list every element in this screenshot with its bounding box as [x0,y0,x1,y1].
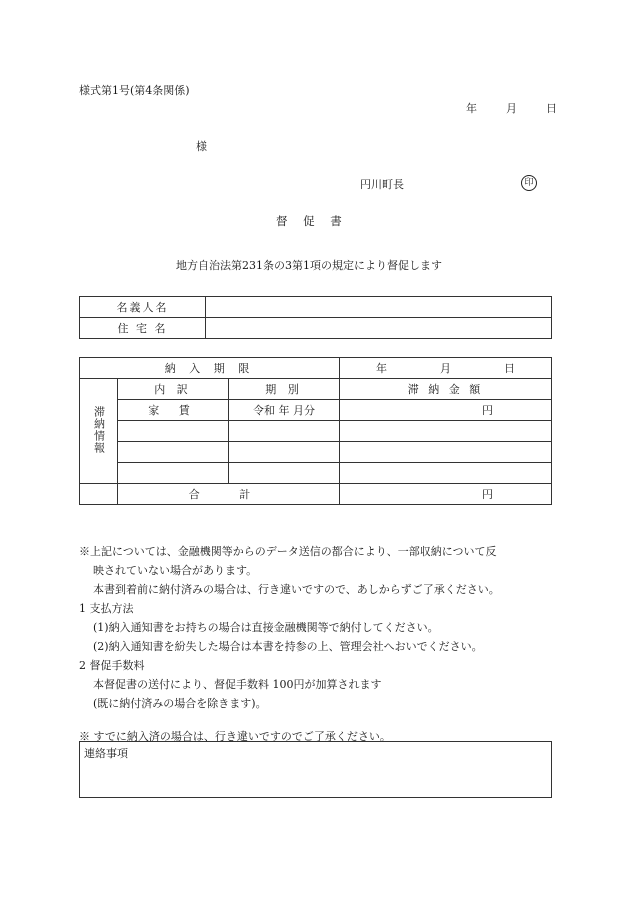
row-period-cell[interactable] [229,421,340,442]
row-amount-cell[interactable] [340,442,552,463]
date-day-label: 日 [546,102,557,115]
row-period-cell[interactable] [229,463,340,484]
issue-date [466,100,557,116]
holder-address-label: 住 宅 名 [80,318,206,339]
lead-sentence: 地方自治法第231条の3第1項の規定により督促します [176,259,442,272]
payment-table [79,357,552,505]
table-row [80,421,552,442]
total-row [80,484,552,505]
closing-note: ※ すでに納入済の場合は、行き違いですのでご了承ください。 [79,730,391,743]
issuer-name: 円川町長 [360,178,404,191]
col-item-header: 内 訳 [118,379,229,400]
deadline-row [80,358,552,379]
deadline-label: 納 入 期 限 [80,358,340,379]
holder-name-row [80,297,552,318]
col-period-header: 期 別 [229,379,340,400]
section1-item-1: (1)納入通知書をお持ちの場合は直接金融機関等で納付してください。 [93,621,439,634]
row-period-cell[interactable] [229,442,340,463]
section2-line-1: 本督促書の送付により、督促手数料 100円が加算されます [93,678,382,691]
note-line-3: 本書到着前に納付済みの場合は、行き違いですので、あしからずご了承ください。 [93,583,500,596]
document-title: 督 促 書 [276,214,348,228]
row-item-cell[interactable] [118,463,229,484]
date-year-label: 年 [466,102,477,115]
holder-name-label: 名義人名 [80,297,206,318]
section2-title: 2 督促手数料 [79,659,145,672]
addressee-suffix: 様 [196,140,207,153]
column-header-row [80,379,552,400]
col-amount-header: 滞 納 金 額 [340,379,552,400]
seal-icon [521,175,537,191]
row-amount-cell[interactable] [340,421,552,442]
form-number: 様式第1号(第4条関係) [79,84,190,97]
table-row [80,400,552,421]
row-amount-unit: 円 [482,404,494,417]
section1-item-2: (2)納入通知書を紛失した場合は本書を持参の上、管理会社へおいでください。 [93,640,483,653]
row-amount-cell[interactable] [340,400,552,421]
section1-title: 1 支払方法 [79,602,134,615]
row-item-cell[interactable]: 家 賃 [118,400,229,421]
holder-address-row [80,318,552,339]
row-item-cell[interactable] [118,421,229,442]
date-month-label: 月 [506,102,517,115]
total-amount-unit: 円 [482,488,494,501]
deadline-day-label: 日 [504,362,516,375]
holder-table [79,296,552,339]
row-item-cell[interactable] [118,442,229,463]
table-row [80,463,552,484]
total-amount-cell[interactable] [340,484,552,505]
row-period-cell[interactable]: 令和 年 月分 [229,400,340,421]
deadline-date[interactable] [340,358,552,379]
holder-address-field[interactable] [206,318,552,339]
contact-box[interactable] [79,741,552,798]
side-label-text: 滞納情報 [92,405,106,454]
row-amount-cell[interactable] [340,463,552,484]
note-line-2: 映されていない場合があります。 [93,564,258,577]
holder-name-field[interactable] [206,297,552,318]
section2-line-2: (既に納付済みの場合を除きます)。 [93,697,267,710]
delinquency-side-label [80,379,118,484]
note-line-1: ※上記については、金融機関等からのデータ送信の都合により、一部収納について反 [79,545,497,558]
deadline-month-label: 月 [440,362,452,375]
seal-mark: 印 [521,175,537,191]
contact-box-label: 連絡事項 [84,747,128,760]
table-row [80,442,552,463]
total-label: 合 計 [118,484,340,505]
deadline-year-label: 年 [376,362,388,375]
